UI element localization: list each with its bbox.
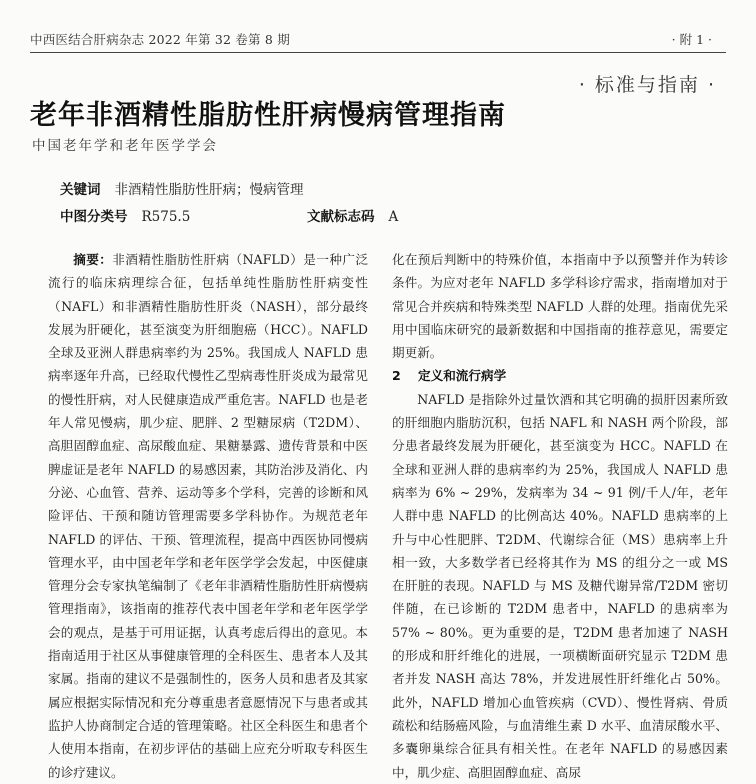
doc-code-value: A: [388, 209, 399, 225]
section-number: 2: [392, 368, 401, 384]
abstract-text: 非酒精性脂肪性肝病（NAFLD）是一种广泛流行的临床病理综合征，包括单纯性脂肪性肝病变性（NAFL）和非酒精性脂肪性肝炎（NASH），部分最终发展为肝硬化，甚至演变为肝细胞癌（HCC）。NAFLD 全球及亚洲人群患病率约为 25%。我国成人 NAFLD 患病率逐年升高，已经取代慢性乙型病毒性肝炎成为最常见的慢性肝病，对人民健康造成严重危害。NAFLD 也是老年人常见慢病，肌少症、肥胖、2 型糖尿病（T2DM）、高胆固醇血症、高尿酸血症、果糖暴露、遗传背景和中医脾虚证是老年 NAFLD 的易感因素，其防治涉及消化、内分泌、心血管、营养、运动等多个学科，完善的诊断和风险评估、干预和随访管理需要多学科协作。为规范老年 NAFLD 的评估、干预、管理流程，提高中西医协同慢病管理水平，由中国老年学和老年医学学会发起，中医健康管理分会专家执笔编制了《老年非酒精性脂肪性肝病慢病管理指南》，该指南的推荐代表中国老年学和老年医学学会的观点，是基于可用证据，认真考虑后得出的意见。本指南适用于社区从事健康管理的全科医生、患者本人及其家属。指南的建议不是强制性的，医务人员和患者及其家属应根据实际情况和充分尊重患者意愿情况下与患者或其监护人协商制定合适的管理策略。社区全科医生和患者个人使用本指南，在初步评估的基础上应充分听取专科医生的诊疗建议。: [48, 252, 368, 780]
right-column: [392, 248, 728, 784]
doc-code-group: [307, 205, 398, 225]
keywords-value: 非酒精性脂肪性肝病；慢病管理: [114, 182, 304, 198]
keywords-label: 关键词: [60, 182, 101, 198]
section-title: 定义和流行病学: [418, 368, 507, 384]
intro-paragraph: 化在预后判断中的特殊价值，本指南中予以预警并作为转诊条件。为应对老年 NAFLD 多学科诊疗需求，指南增加对于常见合并疾病和特殊类型 NAFLD 人群的处理。指南优先采用中国临床研究的最新数据和中国指南的推荐意见，需要定期更新。: [392, 252, 728, 361]
abstract-label: 摘要：: [73, 252, 113, 267]
definition-paragraph: NAFLD 是指除外过量饮酒和其它明确的损肝因素所致的肝细胞内脂肪沉积，包括 NAFL 和 NASH 两个阶段，部分患者最终发展为肝硬化，甚至演变为 HCC。NAFLD 在全球和亚洲人群的患病率约为 25%，我国成人 NAFLD 患病率为 6% ~ 29%，发病率为 34 ~ 91 例/千人/年，老年人群中患 NAFLD 的比例高达 40%。NAFLD 患病率的上升与中心性肥胖、T2DM、代谢综合征（MS）患病率上升相一致，大多数学者已经将其作为 MS 的组分之一或 MS 在肝脏的表现。NAFLD 与 MS 及糖代谢异常/T2DM 密切伴随，在已诊断的 T2DM 患者中，NAFLD 的患病率为 57% ~ 80%。更为重要的是，T2DM 患者加速了 NASH 的形成和肝纤维化的进展，一项横断面研究显示 T2DM 患者并发 NASH 高达 78%，并发进展性肝纤维化占 50%。此外，NAFLD 增加心血管疾病（CVD）、慢性肾病、骨质疏松和结肠癌风险，与血清维生素 D 水平、血清尿酸水平、多囊卵巢综合征具有相关性。在老年 NAFLD 的易感因素中，肌少症、高胆固醇血症、高尿: [392, 391, 728, 780]
author-organization: 中国老年学和老年医学学会: [32, 138, 218, 154]
classification-label: 中图分类号: [60, 209, 128, 225]
page-number: · 附 1 ·: [671, 32, 712, 47]
classification-value: R575.5: [141, 209, 191, 225]
left-column: [48, 248, 368, 784]
classification-row: [60, 205, 540, 225]
section-heading: [392, 364, 728, 387]
doc-code-label: 文献标志码: [307, 209, 375, 225]
keywords-row: [60, 178, 304, 198]
abstract-paragraph: [48, 248, 368, 784]
section-tag: · 标准与指南 ·: [578, 74, 716, 96]
journal-header: 中西医结合肝病杂志 2022 年第 32 卷第 8 期: [30, 32, 290, 47]
article-title: 老年非酒精性脂肪性肝病慢病管理指南: [30, 100, 506, 131]
header-rule: [30, 52, 726, 53]
